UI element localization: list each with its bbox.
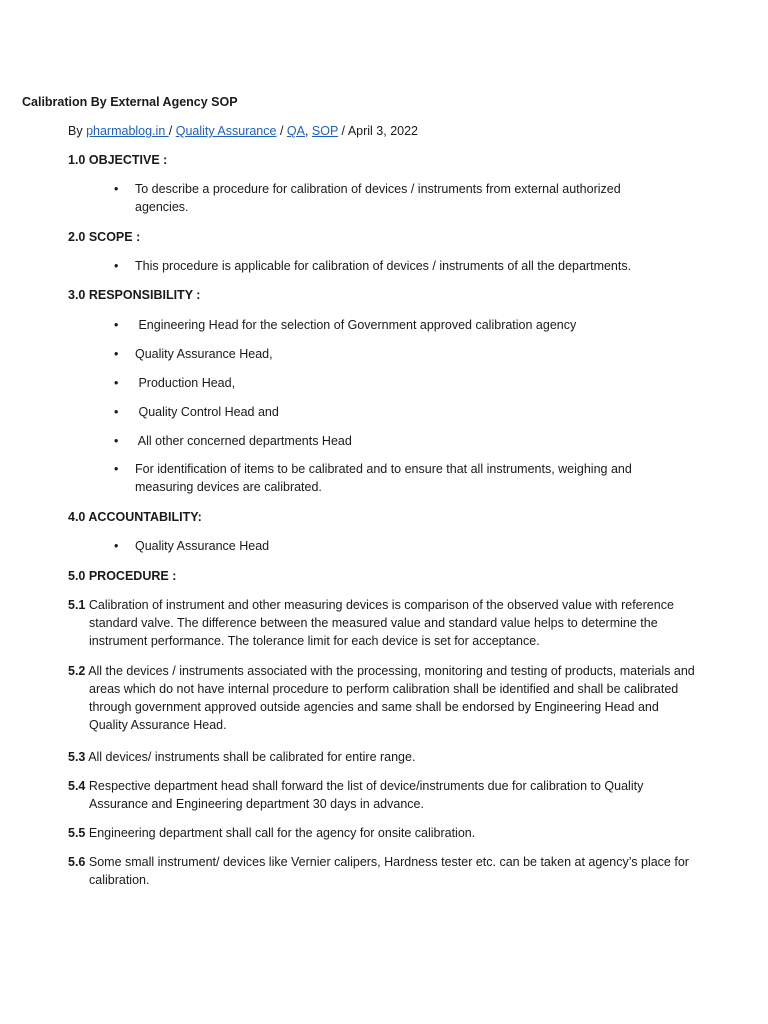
bullet-icon: • bbox=[114, 347, 119, 361]
step-number: 5.4 bbox=[68, 779, 86, 793]
step-text: Calibration of instrument and other measuring devices is comparison of the observed value with reference standard valve. The difference between the measured value and standard value helps to determine the instrument performance. The tolerance limit for each device is set for acceptance. bbox=[88, 598, 674, 648]
step-text: All devices/ instruments shall be calibrated for entire range. bbox=[88, 750, 416, 764]
step-number: 5.3 bbox=[68, 750, 86, 764]
section-heading-responsibility: 3.0 RESPONSIBILITY : bbox=[68, 288, 201, 302]
bullet-icon: • bbox=[114, 259, 119, 273]
procedure-step bbox=[68, 777, 699, 813]
bullet-icon: • bbox=[114, 539, 119, 553]
procedure-step bbox=[68, 662, 699, 734]
step-number: 5.6 bbox=[68, 855, 86, 869]
bullet-icon: • bbox=[114, 462, 119, 476]
list-item-text: Production Head, bbox=[135, 376, 236, 390]
list-item-text: For identification of items to be calibrated and to ensure that all instruments, weighing and measuring devices are calibrated. bbox=[135, 462, 632, 494]
byline-separator: / bbox=[338, 124, 348, 138]
bullet-icon: • bbox=[114, 182, 119, 196]
section-heading-procedure: 5.0 PROCEDURE : bbox=[68, 569, 177, 583]
list-item-text: Engineering Head for the selection of Government approved calibration agency bbox=[135, 318, 577, 332]
procedure-step bbox=[68, 596, 699, 650]
byline-separator: / bbox=[168, 124, 176, 138]
byline-comma: , bbox=[304, 124, 312, 138]
author-link[interactable]: pharmablog.in bbox=[86, 124, 169, 138]
category-link-sop[interactable]: SOP bbox=[311, 124, 339, 138]
list-item-text: This procedure is applicable for calibration of devices / instruments of all the departments. bbox=[135, 259, 632, 273]
list-item-text: Quality Control Head and bbox=[135, 405, 279, 419]
step-text: All the devices / instruments associated with the processing, monitoring and testing of products, materials and areas which do not have internal procedure to perform calibration shall be identified and shall be calibrated through government approved outside agencies and same shall be endorsed by Engineering Head and Quality Assurance Head. bbox=[88, 664, 695, 732]
category-link-quality-assurance[interactable]: Quality Assurance bbox=[175, 124, 277, 138]
byline-separator: / bbox=[276, 124, 287, 138]
publish-date: April 3, 2022 bbox=[347, 124, 418, 138]
bullet-icon: • bbox=[114, 405, 119, 419]
byline-prefix: By bbox=[68, 124, 87, 138]
list-item-text: All other concerned departments Head bbox=[135, 434, 352, 448]
step-text: Engineering department shall call for the agency for onsite calibration. bbox=[88, 826, 476, 840]
list-item-text: Quality Assurance Head bbox=[135, 539, 270, 553]
bullet-icon: • bbox=[114, 434, 119, 448]
step-number: 5.1 bbox=[68, 598, 86, 612]
step-text: Respective department head shall forward the list of device/instruments due for calibration to Quality Assurance and Engineering department 30 days in advance. bbox=[88, 779, 644, 811]
list-item-text: Quality Assurance Head, bbox=[135, 347, 273, 361]
procedure-step bbox=[68, 748, 699, 766]
list-item-text: To describe a procedure for calibration of devices / instruments from external authorized agencies. bbox=[135, 182, 621, 214]
bullet-icon: • bbox=[114, 318, 119, 332]
procedure-step bbox=[68, 853, 699, 889]
step-number: 5.5 bbox=[68, 826, 86, 840]
section-heading-scope: 2.0 SCOPE : bbox=[68, 230, 141, 244]
bullet-icon: • bbox=[114, 376, 119, 390]
step-number: 5.2 bbox=[68, 664, 86, 678]
section-heading-objective: 1.0 OBJECTIVE : bbox=[68, 153, 168, 167]
byline bbox=[68, 122, 418, 140]
section-heading-accountability: 4.0 ACCOUNTABILITY: bbox=[68, 510, 202, 524]
step-text: Some small instrument/ devices like Vernier calipers, Hardness tester etc. can be taken at agency’s place for calibration. bbox=[88, 855, 689, 887]
procedure-step bbox=[68, 824, 699, 842]
category-link-qa[interactable]: QA bbox=[286, 124, 305, 138]
document-title: Calibration By External Agency SOP bbox=[22, 95, 238, 109]
